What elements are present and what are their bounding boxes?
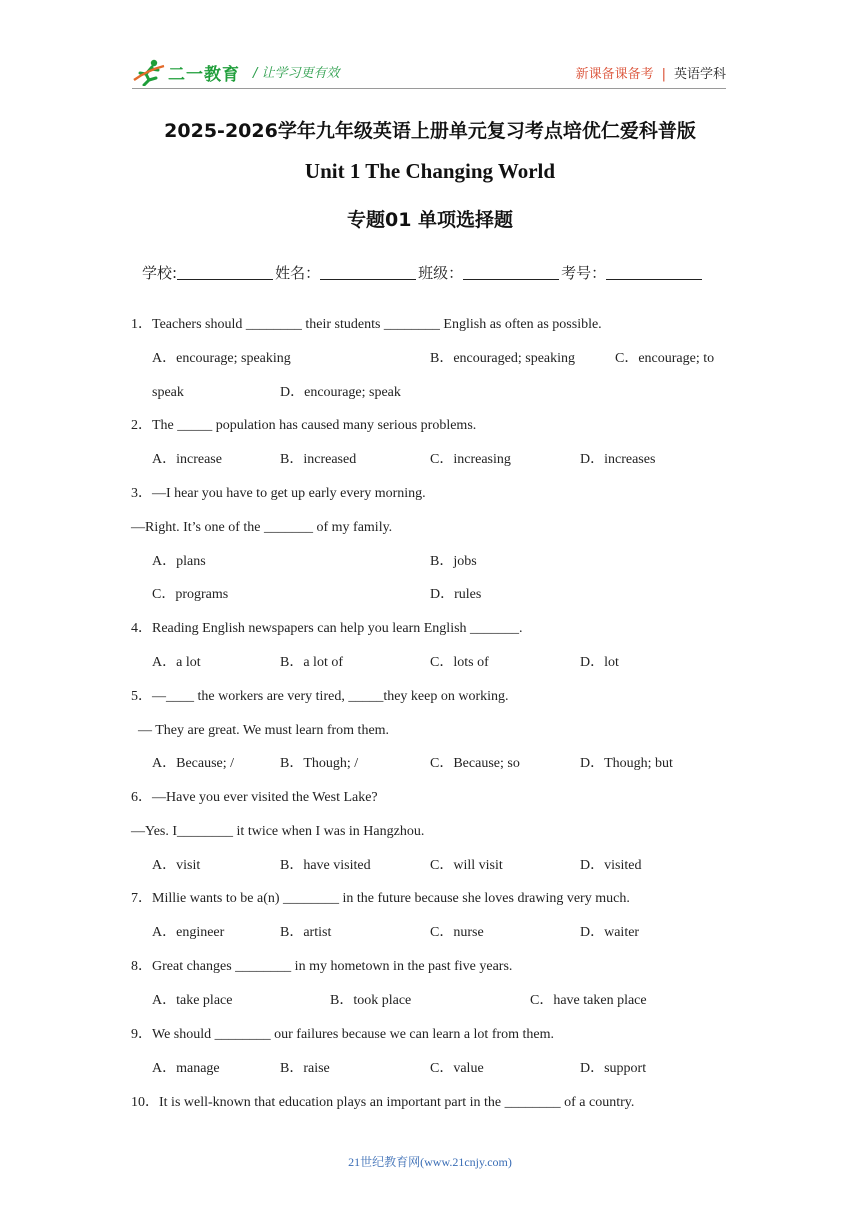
logo-text: 二一教育 [168, 64, 240, 85]
option: D．Though; but [580, 756, 673, 771]
option: B．artist [280, 925, 332, 940]
option: C．increasing [430, 452, 511, 467]
question-stem: 7．Millie wants to be a(n) ________ in the future because she loves drawing very much. [131, 891, 630, 906]
question-stem-continued: — They are great. We must learn from them. [138, 723, 390, 738]
option: C．will visit [430, 858, 503, 873]
question-stem: 9．We should ________ our failures because we can learn a lot from them. [131, 1027, 555, 1042]
header-separator: | [661, 67, 666, 82]
question-stem: 5．—____ the workers are very tired, _____they keep on working. [131, 689, 509, 704]
class-label: 班级： [418, 264, 464, 282]
option: B．Though; / [280, 756, 359, 771]
section-title: 专题01 单项选择题 [346, 209, 514, 231]
exam-number-label: 考号： [561, 264, 607, 282]
option-continuation: speak [152, 385, 184, 400]
slogan: / 让学习更有效 [253, 66, 340, 81]
name-blank [320, 265, 416, 280]
header-right [576, 63, 726, 82]
option: D．rules [430, 587, 482, 602]
option: B．increased [280, 452, 357, 467]
option: C．lots of [430, 655, 489, 670]
header-subject: 英语学科 [673, 67, 726, 82]
name-label: 姓名： [275, 264, 321, 282]
question-stem: 10．It is well-known that education plays an important part in the ________ of a country. [131, 1095, 635, 1110]
school-blank [177, 265, 273, 280]
option: A．visit [152, 858, 201, 873]
option: D．increases [580, 452, 656, 467]
question-stem: 6．—Have you ever visited the West Lake? [131, 790, 378, 805]
option: A．Because; / [152, 756, 235, 771]
question-stem-continued: —Yes. I________ it twice when I was in Hangzhou. [131, 824, 425, 839]
header-divider [132, 88, 726, 89]
option: D．visited [580, 858, 642, 873]
option: A．a lot [152, 655, 201, 670]
page-footer: 21世纪教育网(www.21cnjy.com) [348, 1155, 512, 1169]
option: D．support [580, 1061, 647, 1076]
option: D．waiter [580, 925, 640, 940]
option: A．manage [152, 1061, 220, 1076]
option: C．programs [152, 587, 229, 602]
question-stem: 8．Great changes ________ in my hometown in the past five years. [131, 959, 513, 974]
option: C．nurse [430, 925, 484, 940]
option: C．encourage; to [615, 351, 715, 366]
option: C．have taken place [530, 993, 647, 1008]
option: B．raise [280, 1061, 330, 1076]
option: B．encouraged; speaking [430, 351, 576, 366]
question-stem: 3．—I hear you have to get up early every morning. [131, 486, 426, 501]
brand-logo [132, 56, 240, 88]
option: B．jobs [430, 554, 477, 569]
school-label: 学校: [142, 264, 178, 282]
header-category: 新课备课备考 [575, 67, 654, 82]
runner-logo-icon [132, 58, 166, 86]
option: B．a lot of [280, 655, 343, 670]
question-stem: 1．Teachers should ________ their students ________ English as often as possible. [131, 317, 602, 332]
option: D．lot [580, 655, 619, 670]
option: A．engineer [152, 925, 225, 940]
option: A．plans [152, 554, 206, 569]
question-stem: 2．The _____ population has caused many serious problems. [131, 418, 477, 433]
document-title: 2025-2026学年九年级英语上册单元复习考点培优仁爱科普版 [164, 120, 696, 142]
option: B．have visited [280, 858, 371, 873]
option: A．take place [152, 993, 233, 1008]
option: A．increase [152, 452, 222, 467]
question-stem-continued: —Right. It’s one of the _______ of my family. [131, 520, 393, 535]
page-header [132, 56, 726, 88]
option: C．value [430, 1061, 484, 1076]
unit-title: Unit 1 The Changing World [304, 159, 556, 183]
exam-number-blank [606, 265, 702, 280]
option: B．took place [330, 993, 412, 1008]
option: D．encourage; speak [280, 385, 401, 400]
option: A．encourage; speaking [152, 351, 291, 366]
class-blank [463, 265, 559, 280]
option: C．Because; so [430, 756, 520, 771]
question-stem: 4．Reading English newspapers can help you learn English _______. [131, 621, 523, 636]
student-info-line [142, 262, 704, 283]
